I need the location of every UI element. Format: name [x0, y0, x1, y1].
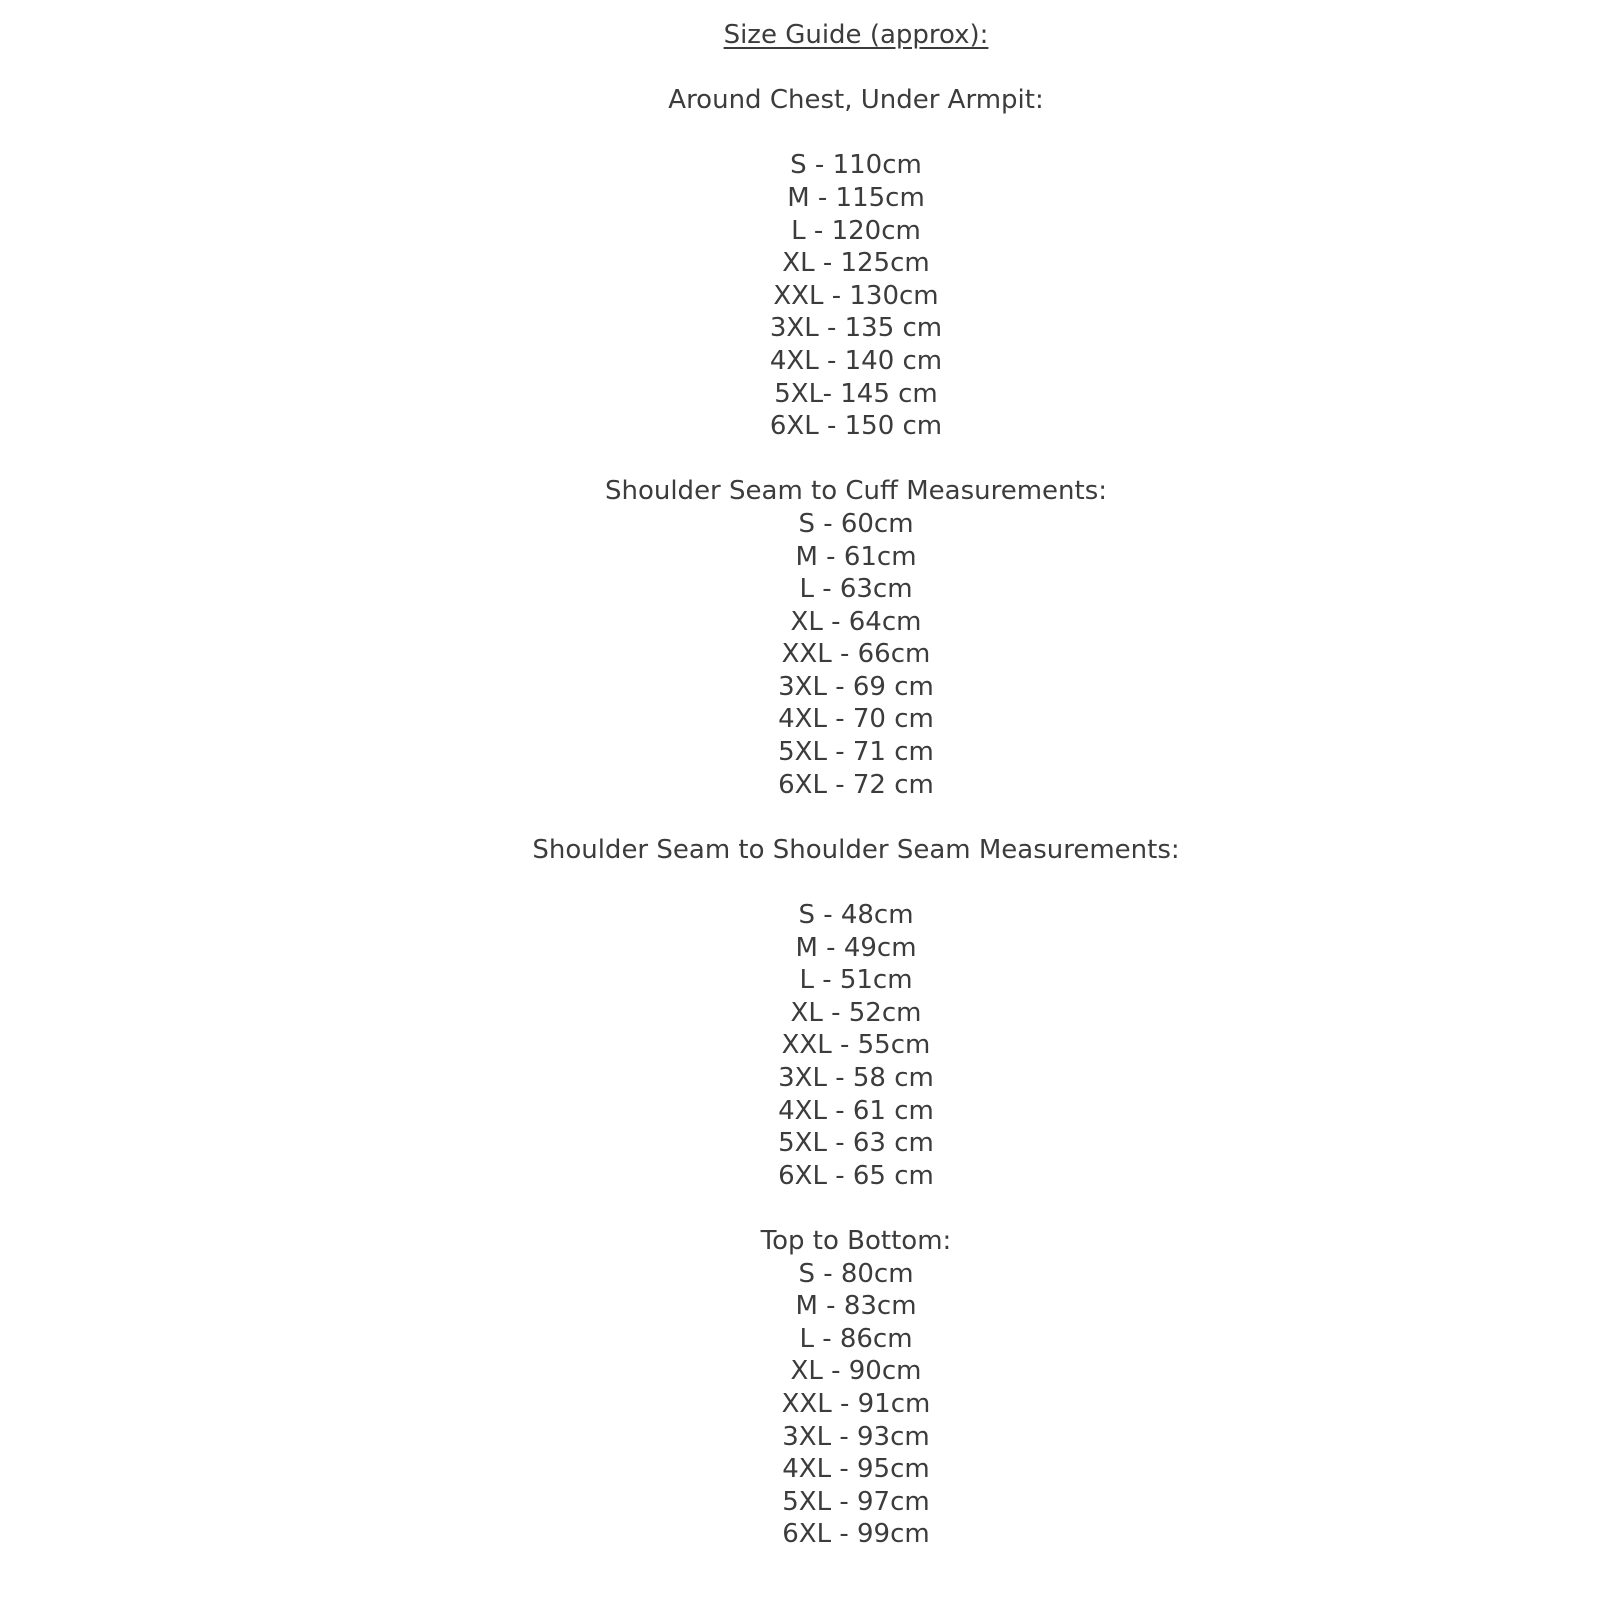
size-row: S - 48cm	[798, 900, 914, 931]
sections-container	[112, 52, 1600, 1551]
size-row: 4XL - 70 cm	[778, 704, 934, 735]
blank-line	[112, 866, 1600, 899]
blank-line	[112, 52, 1600, 85]
size-row: 4XL - 95cm	[782, 1454, 930, 1485]
size-row: M - 49cm	[795, 932, 917, 963]
blank-line	[112, 1192, 1600, 1225]
blank-line	[112, 801, 1600, 834]
size-row: XXL - 130cm	[773, 280, 939, 311]
size-row: XL - 52cm	[790, 997, 922, 1028]
size-row: 3XL - 135 cm	[769, 313, 943, 344]
size-row: S - 110cm	[790, 150, 922, 181]
section-heading: Top to Bottom:	[760, 1225, 952, 1256]
page-title: Size Guide (approx):	[723, 20, 989, 50]
size-row: XXL - 55cm	[781, 1030, 931, 1061]
size-row: 5XL - 97cm	[782, 1486, 930, 1517]
blank-line	[112, 443, 1600, 476]
size-row: 4XL - 140 cm	[769, 345, 943, 376]
size-row: XXL - 66cm	[781, 639, 931, 670]
size-row: 4XL - 61 cm	[778, 1095, 934, 1126]
size-row: L - 86cm	[799, 1323, 913, 1354]
size-row: 6XL - 99cm	[782, 1519, 930, 1550]
size-row: XL - 64cm	[790, 606, 922, 637]
size-row: M - 83cm	[795, 1291, 917, 1322]
size-row: 6XL - 72 cm	[778, 769, 934, 800]
size-row: XL - 90cm	[790, 1356, 922, 1387]
size-row: L - 63cm	[799, 574, 913, 605]
section-heading: Shoulder Seam to Cuff Measurements:	[604, 476, 1108, 507]
size-row: 3XL - 69 cm	[778, 671, 934, 702]
size-row: L - 120cm	[791, 215, 921, 246]
size-row: 5XL- 145 cm	[774, 378, 938, 409]
blank-line	[112, 117, 1600, 150]
size-row: M - 115cm	[787, 182, 925, 213]
size-row: L - 51cm	[799, 965, 913, 996]
size-row: 6XL - 65 cm	[778, 1160, 934, 1191]
size-row: 3XL - 58 cm	[778, 1063, 934, 1093]
size-row: S - 80cm	[798, 1258, 914, 1289]
size-row: 5XL - 71 cm	[778, 737, 934, 768]
size-row: XL - 125cm	[782, 248, 930, 279]
size-row: 6XL - 150 cm	[769, 411, 943, 442]
size-row: M - 61cm	[795, 541, 917, 572]
size-row: S - 60cm	[798, 508, 914, 539]
section-heading: Around Chest, Under Armpit:	[668, 85, 1044, 116]
size-row: XXL - 91cm	[781, 1388, 931, 1419]
size-row: 3XL - 93cm	[782, 1421, 930, 1452]
section-heading: Shoulder Seam to Shoulder Seam Measurements:	[532, 834, 1180, 865]
size-row: 5XL - 63 cm	[778, 1128, 934, 1159]
